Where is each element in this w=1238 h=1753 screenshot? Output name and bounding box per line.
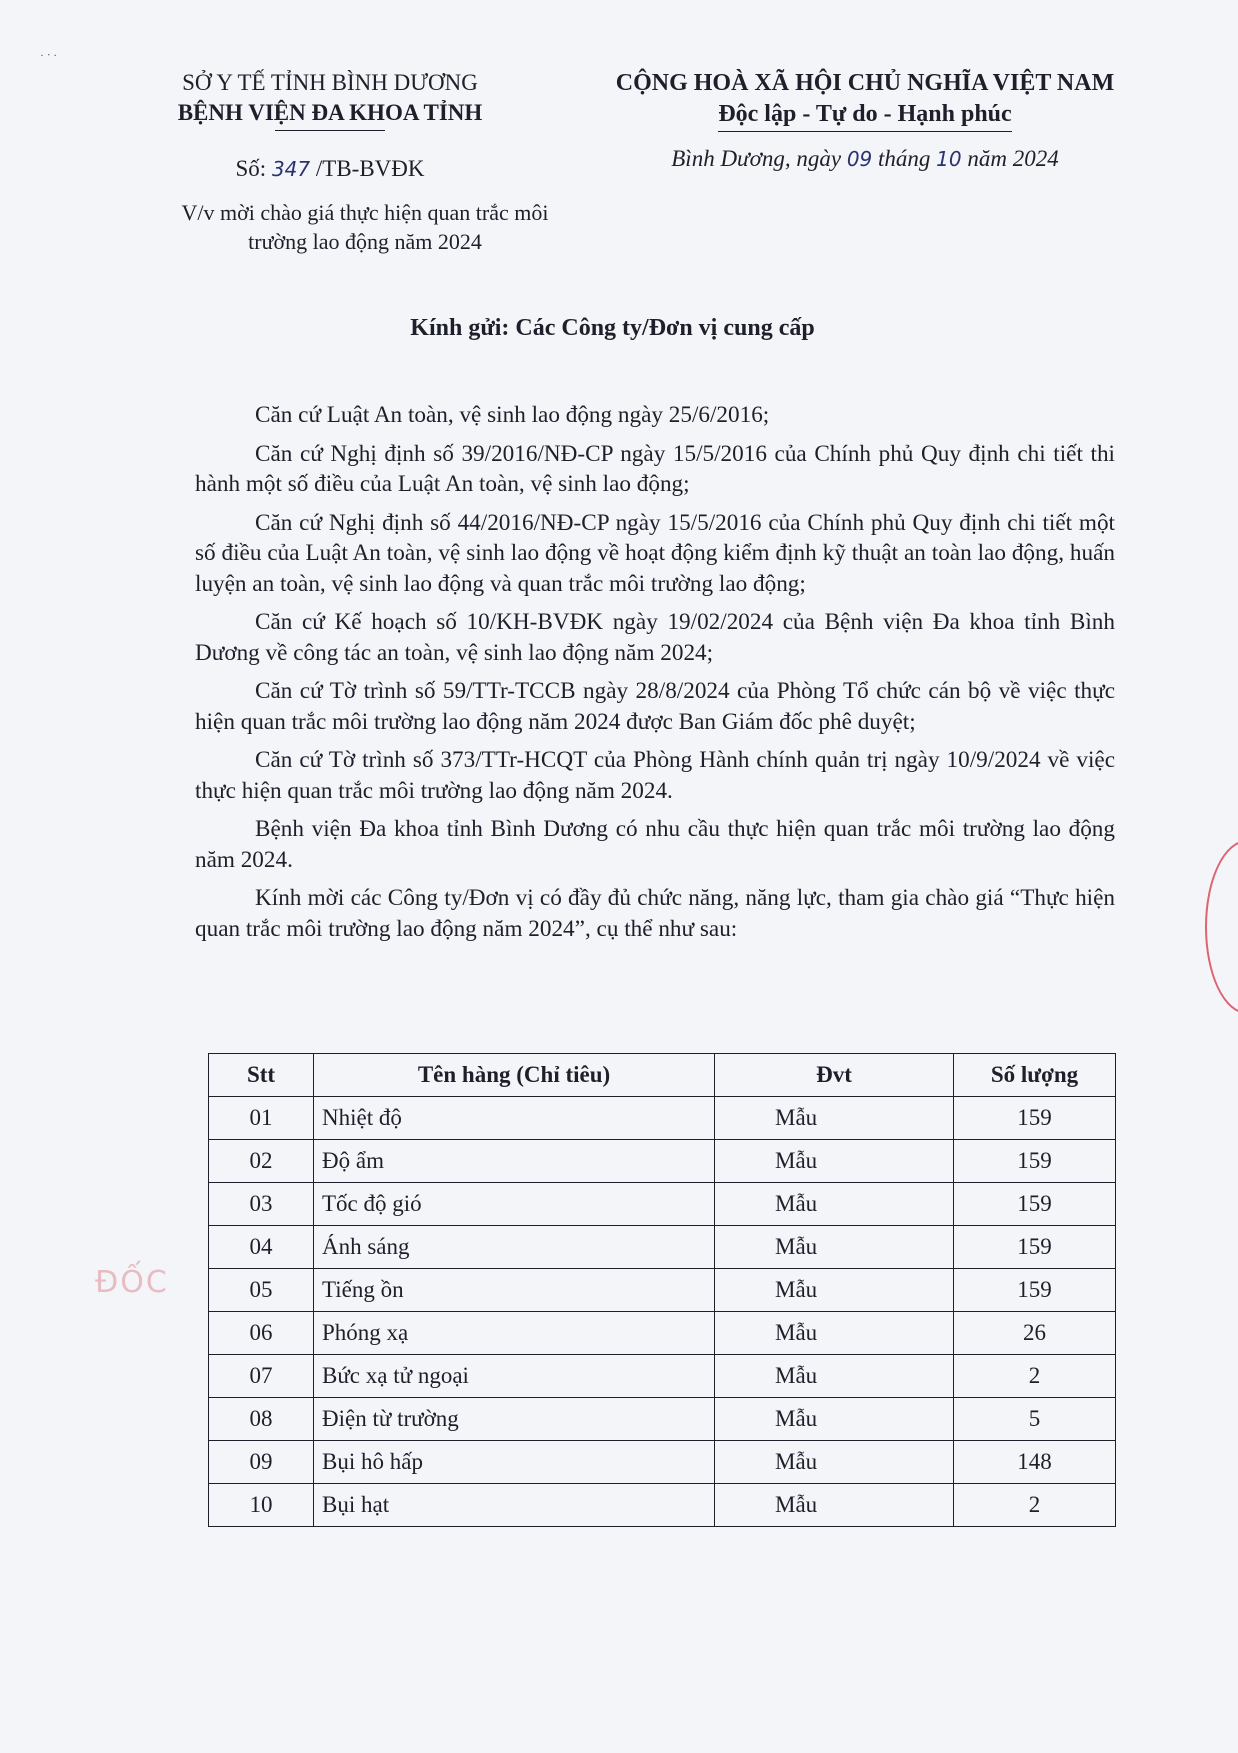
cell-stt: 09 xyxy=(209,1441,314,1484)
cell-unit: Mẫu xyxy=(715,1484,954,1527)
cell-stt: 08 xyxy=(209,1398,314,1441)
cell-stt: 01 xyxy=(209,1097,314,1140)
header-quantity: Số lượng xyxy=(954,1054,1116,1097)
cell-stt: 03 xyxy=(209,1183,314,1226)
cell-quantity: 159 xyxy=(954,1183,1116,1226)
cell-item-name: Bức xạ tử ngoại xyxy=(314,1355,715,1398)
subject-line-1: V/v mời chào giá thực hiện quan trắc môi xyxy=(181,200,549,225)
cell-quantity: 148 xyxy=(954,1441,1116,1484)
table-row xyxy=(209,1484,1116,1527)
table-row xyxy=(209,1097,1116,1140)
cell-stt: 02 xyxy=(209,1140,314,1183)
cell-quantity: 159 xyxy=(954,1140,1116,1183)
cell-item-name: Phóng xạ xyxy=(314,1312,715,1355)
table-header-row xyxy=(209,1054,1116,1097)
paragraph: Căn cứ Nghị định số 39/2016/NĐ-CP ngày 15/5/2016 của Chính phủ Quy định chi tiết thi hành một số điều của Luật An toàn, vệ sinh lao động; xyxy=(195,440,1115,497)
cell-stt: 05 xyxy=(209,1269,314,1312)
cell-unit: Mẫu xyxy=(715,1269,954,1312)
cell-item-name: Bụi hô hấp xyxy=(314,1441,715,1484)
table-row xyxy=(209,1398,1116,1441)
date-month: 10 xyxy=(936,147,962,171)
cell-quantity: 26 xyxy=(954,1312,1116,1355)
cell-stt: 10 xyxy=(209,1484,314,1527)
paragraph: Căn cứ Tờ trình số 373/TTr-HCQT của Phòng Hành chính quản trị ngày 10/9/2024 về việc thực hiện quan trắc môi trường lao động năm 2024. xyxy=(195,747,1115,804)
document-number xyxy=(120,156,540,182)
document-subject xyxy=(120,198,610,256)
table-row xyxy=(209,1183,1116,1226)
table-row xyxy=(209,1312,1116,1355)
cell-unit: Mẫu xyxy=(715,1140,954,1183)
cell-quantity: 159 xyxy=(954,1097,1116,1140)
country-name: CỘNG HOÀ XÃ HỘI CHỦ NGHĨA VIỆT NAM xyxy=(615,70,1115,96)
cell-quantity: 2 xyxy=(954,1484,1116,1527)
recipient-greeting: Kính gửi: Các Công ty/Đơn vị cung cấp xyxy=(410,315,815,341)
cell-stt: 06 xyxy=(209,1312,314,1355)
cell-unit: Mẫu xyxy=(715,1183,954,1226)
paragraph: Bệnh viện Đa khoa tỉnh Bình Dương có nhu cầu thực hiện quan trắc môi trường lao động năm 2024. xyxy=(195,816,1115,873)
header-item-name: Tên hàng (Chỉ tiêu) xyxy=(314,1054,715,1097)
cell-unit: Mẫu xyxy=(715,1355,954,1398)
document-body xyxy=(195,400,1115,952)
table-row xyxy=(209,1269,1116,1312)
paragraph: Kính mời các Công ty/Đơn vị có đầy đủ chức năng, năng lực, tham gia chào giá “Thực hiện quan trắc môi trường lao động năm 2024”, cụ thể như sau: xyxy=(195,885,1115,942)
cell-item-name: Điện từ trường xyxy=(314,1398,715,1441)
cell-item-name: Tốc độ gió xyxy=(314,1183,715,1226)
cell-quantity: 2 xyxy=(954,1355,1116,1398)
cell-item-name: Độ ẩm xyxy=(314,1140,715,1183)
cell-quantity: 159 xyxy=(954,1226,1116,1269)
national-motto: Độc lập - Tự do - Hạnh phúc xyxy=(718,99,1011,132)
paragraph: Căn cứ Nghị định số 44/2016/NĐ-CP ngày 15/5/2016 của Chính phủ Quy định chi tiết một số điều của Luật An toàn, vệ sinh lao động về hoạt động kiểm định kỹ thuật an toàn lao động, huấn luyện an toàn, vệ sinh lao động và quan trắc môi trường lao động; xyxy=(195,509,1115,597)
red-stamp-partial xyxy=(1205,840,1238,1014)
scan-specks: · ᐧ · xyxy=(40,48,58,62)
table-row xyxy=(209,1441,1116,1484)
cell-item-name: Nhiệt độ xyxy=(314,1097,715,1140)
table-row xyxy=(209,1355,1116,1398)
doc-number-handwritten: 347 xyxy=(271,157,311,181)
document-date xyxy=(590,146,1140,172)
cell-item-name: Tiếng ồn xyxy=(314,1269,715,1312)
table-row xyxy=(209,1140,1116,1183)
cell-quantity: 159 xyxy=(954,1269,1116,1312)
date-day: 09 xyxy=(846,147,873,171)
date-year: năm 2024 xyxy=(967,146,1059,171)
doc-number-prefix: Số: xyxy=(235,156,267,181)
cell-stt: 04 xyxy=(209,1226,314,1269)
paragraph: Căn cứ Tờ trình số 59/TTr-TCCB ngày 28/8/2024 của Phòng Tổ chức cán bộ về việc thực hiện quan trắc môi trường lao động năm 2024 được Ban Giám đốc phê duyệt; xyxy=(195,678,1115,735)
paragraph: Căn cứ Kế hoạch số 10/KH-BVĐK ngày 19/02/2024 của Bệnh viện Đa khoa tỉnh Bình Dương về công tác an toàn, vệ sinh lao động năm 2024; xyxy=(195,609,1115,666)
header-unit: Đvt xyxy=(715,1054,954,1097)
national-heading xyxy=(590,68,1140,132)
cell-unit: Mẫu xyxy=(715,1226,954,1269)
doc-number-suffix: /TB-BVĐK xyxy=(315,156,425,181)
org-line-1: SỞ Y TẾ TỈNH BÌNH DƯƠNG xyxy=(182,70,478,95)
org-underline xyxy=(275,130,385,131)
org-line-2: BỆNH VIỆN ĐA KHOA TỈNH xyxy=(177,100,483,125)
cell-unit: Mẫu xyxy=(715,1312,954,1355)
cell-item-name: Ánh sáng xyxy=(314,1226,715,1269)
date-place: Bình Dương, ngày xyxy=(671,146,842,171)
items-table xyxy=(208,1053,1116,1527)
paragraph: Căn cứ Luật An toàn, vệ sinh lao động ngày 25/6/2016; xyxy=(255,402,770,428)
subject-line-2: trường lao động năm 2024 xyxy=(248,229,482,254)
cell-stt: 07 xyxy=(209,1355,314,1398)
faint-stamp-bleed: ĐỐC xyxy=(95,1265,169,1300)
cell-unit: Mẫu xyxy=(715,1097,954,1140)
cell-quantity: 5 xyxy=(954,1398,1116,1441)
cell-unit: Mẫu xyxy=(715,1441,954,1484)
table-row xyxy=(209,1226,1116,1269)
header-stt: Stt xyxy=(209,1054,314,1097)
cell-unit: Mẫu xyxy=(715,1398,954,1441)
issuing-organization xyxy=(120,68,540,131)
date-month-label: tháng xyxy=(878,146,931,171)
cell-item-name: Bụi hạt xyxy=(314,1484,715,1527)
